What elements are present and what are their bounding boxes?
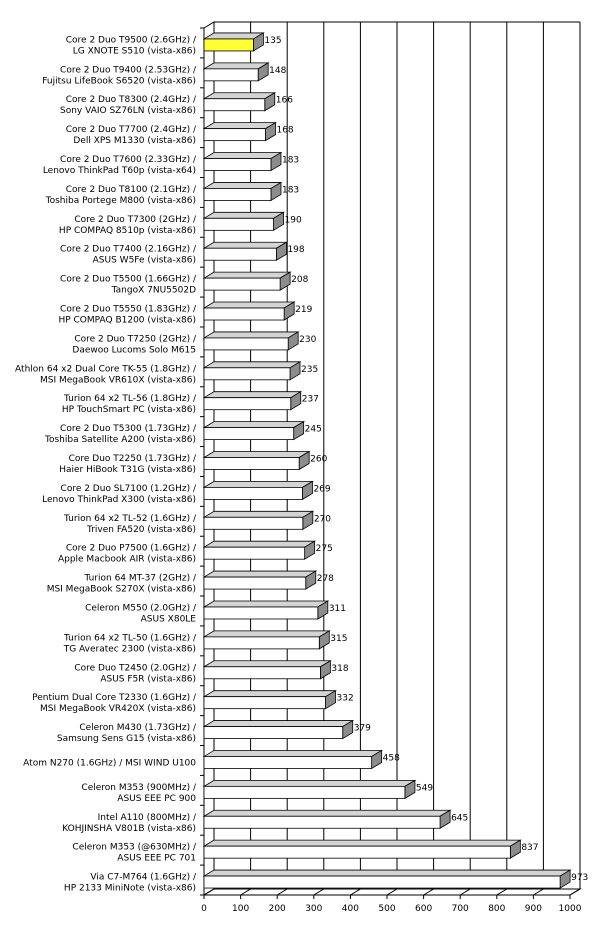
bar-top-face: [204, 212, 284, 218]
x-tick-label: 800: [488, 904, 506, 914]
category-label: Core 2 Duo T9400 (2.53GHz) / Fujitsu LifeBook S6520 (vista-x86): [42, 65, 196, 87]
bar: [204, 487, 302, 499]
category-label: Core Duo T2450 (2.0GHz) / ASUS F5R (vista-x86): [74, 663, 196, 685]
bar-top-face: [204, 840, 520, 846]
bar-top-face: [204, 810, 450, 816]
bar-top-face: [204, 332, 298, 338]
bar-value-label: 183: [281, 155, 300, 166]
bar: [204, 786, 405, 798]
bar-value-label: 973: [571, 873, 589, 884]
bar: [204, 876, 560, 888]
bar: [204, 458, 299, 470]
x-tick-label: 0: [201, 904, 207, 914]
category-label: Turion 64 MT-37 (2GHz) / MSI MegaBook S270X (vista-x86): [46, 573, 196, 595]
category-label: Core 2 Duo T5300 (1.73GHz) / Toshiba Satellite A200 (vista-x86): [45, 424, 196, 446]
bar: [204, 547, 305, 559]
bar-top-face: [204, 870, 570, 876]
category-label: Core 2 Duo T7700 (2.4GHz) / Dell XPS M1330 (vista-x86): [65, 125, 196, 147]
bar-value-label: 190: [284, 215, 302, 226]
bar-value-label: 332: [336, 693, 354, 704]
bar: [204, 846, 510, 858]
bar-value-label: 230: [299, 334, 317, 345]
bar: [204, 99, 265, 111]
category-label: Core 2 Duo T5500 (1.66GHz) / TangoX 7NU5502D: [60, 274, 196, 296]
bar-top-face: [204, 182, 281, 188]
bar-value-label: 260: [310, 454, 328, 465]
bar-value-label: 208: [291, 275, 309, 286]
x-tick-label: 700: [451, 904, 469, 914]
bar: [204, 188, 271, 200]
bar-value-label: 237: [301, 394, 319, 405]
category-label: Core 2 Duo T7400 (2.16GHz) / ASUS W5Fe (vista-x86): [60, 244, 196, 266]
category-label: Core 2 Duo T5550 (1.83GHz) / HP COMPAQ B1200 (vista-x86): [58, 304, 196, 326]
bar-top-face: [204, 452, 309, 458]
bar-value-label: 148: [269, 65, 287, 76]
bar-top-face: [204, 302, 294, 308]
bar-top-face: [204, 601, 328, 607]
category-label: Via C7-M764 (1.6GHz) / HP 2133 MiniNote (vista-x86): [63, 872, 196, 894]
bar-value-label: 315: [330, 633, 348, 644]
bar: [204, 398, 291, 410]
category-label: Turion 64 x2 TL-50 (1.6GHz) / TG Averatec 2300 (vista-x86): [63, 633, 196, 655]
bar-top-face: [204, 123, 275, 129]
bar: [204, 667, 320, 679]
bar-value-label: 549: [415, 783, 434, 794]
bar: [204, 727, 343, 739]
bar: [204, 69, 258, 81]
bar-value-label: 183: [281, 185, 300, 196]
bar-value-label: 198: [287, 245, 305, 256]
x-tick-label: 300: [305, 904, 323, 914]
bar: [204, 129, 265, 141]
bar-value-label: 168: [276, 125, 294, 136]
category-label: Core 2 Duo T9500 (2.6GHz) / LG XNOTE S510 (vista-x86): [65, 35, 196, 57]
bar: [204, 697, 326, 709]
x-tick-label: 200: [268, 904, 286, 914]
category-label: Core Duo T2250 (1.73GHz) / Haier HiBook T31G (vista-x86): [59, 454, 196, 475]
bar: [204, 637, 319, 649]
x-tick-label: 900: [524, 904, 542, 914]
bar-top-face: [204, 242, 286, 248]
x-tick-label: 500: [378, 904, 396, 914]
category-label: Celeron M353 (900MHz) / ASUS EEE PC 900: [81, 782, 196, 804]
bar-top-face: [204, 661, 330, 667]
bar-value-label: 245: [304, 424, 322, 435]
bar-value-label: 379: [353, 723, 371, 734]
x-tick-label: 600: [415, 904, 433, 914]
bar: [204, 338, 288, 350]
bar-top-face: [204, 93, 275, 99]
bar: [204, 756, 372, 768]
bar-top-face: [204, 153, 281, 159]
category-label: Core 2 Duo P7500 (1.6GHz) / Apple Macbook AIR (vista-x86): [57, 543, 196, 565]
bar-top-face: [204, 691, 336, 697]
x-tick-label: 1000: [558, 904, 582, 914]
bar-value-label: 219: [295, 305, 313, 316]
bar: [204, 308, 284, 320]
bar: [204, 248, 276, 260]
bar-value-label: 166: [275, 95, 293, 106]
bar-value-label: 311: [328, 603, 347, 614]
bar-top-face: [204, 392, 301, 398]
category-label: Celeron M353 (@630MHz) / ASUS EEE PC 701: [72, 842, 196, 864]
bar-value-label: 278: [316, 574, 334, 585]
bar: [204, 159, 271, 171]
bar-value-label: 275: [315, 544, 333, 555]
bar: [204, 39, 253, 51]
bar: [204, 577, 306, 589]
category-label: Turion 64 x2 TL-52 (1.6GHz) / Triven FA520 (vista-x86): [64, 513, 196, 535]
category-label: Core 2 Duo T7600 (2.33GHz) / Lenovo ThinkPad T60p (vista-x64): [42, 155, 196, 177]
bar: [204, 368, 290, 380]
bar-top-face: [204, 631, 329, 637]
category-label: Core 2 Duo SL7100 (1.2GHz) / Lenovo ThinkPad X300 (vista-x86): [42, 483, 196, 505]
bar: [204, 607, 318, 619]
bar-value-label: 135: [264, 35, 282, 46]
bar-value-label: 235: [301, 364, 319, 375]
bar-top-face: [204, 780, 415, 786]
bar-value-label: 458: [382, 753, 400, 764]
bar-value-label: 269: [313, 484, 331, 495]
bar-top-face: [204, 422, 304, 428]
category-label: Core 2 Duo T8300 (2.4GHz) / Sony VAIO SZ76LN (vista-x86): [60, 95, 196, 117]
bar-value-label: 318: [331, 663, 349, 674]
bar-top-face: [204, 571, 316, 577]
x-tick-label: 400: [341, 904, 359, 914]
bar-top-face: [204, 481, 312, 487]
bar-top-face: [204, 541, 315, 547]
bar: [204, 218, 274, 230]
bar: [204, 517, 303, 529]
category-label: Intel A110 (800MHz) / KOHJINSHA V801B (vista-x86): [62, 812, 196, 834]
bar: [204, 816, 440, 828]
bar-top-face: [204, 272, 290, 278]
bar-value-label: 837: [521, 843, 539, 854]
category-label: Core 2 Duo T7250 (2GHz) / Daewoo Lucoms Solo M615: [72, 334, 196, 356]
bar-top-face: [204, 362, 300, 368]
bar: [204, 278, 280, 290]
bar-value-label: 645: [451, 813, 469, 824]
bar-top-face: [204, 63, 268, 69]
bar-top-face: [204, 721, 353, 727]
bar-value-label: 270: [313, 514, 332, 525]
x-tick-label: 100: [232, 904, 250, 914]
category-label: Pentium Dual Core T2330 (1.6GHz) / MSI MegaBook VR420X (vista-x86): [32, 693, 196, 715]
category-label: Celeron M430 (1.73GHz) / Samsung Sens G15 (vista-x86): [56, 723, 196, 745]
bar-top-face: [204, 511, 313, 517]
bar-top-face: [204, 750, 382, 756]
category-label: Celeron M550 (2.0GHz) / ASUS X80LE: [85, 603, 196, 625]
bar: [204, 428, 294, 440]
category-label: Atom N270 (1.6GHz) / MSI WIND U100: [23, 758, 196, 769]
category-label: Athlon 64 x2 Dual Core TK-55 (1.8GHz) / MSI MegaBook VR610X (vista-x86): [15, 364, 196, 386]
category-label: Core 2 Duo T7300 (2GHz) / HP COMPAQ 8510p (vista-x86): [58, 214, 196, 236]
category-label: Core 2 Duo T8100 (2.1GHz) / Toshiba Portege M800 (vista-x86): [45, 184, 196, 206]
category-label: Turion 64 x2 TL-56 (1.8GHz) / HP TouchSmart PC (vista-x86): [61, 394, 196, 416]
